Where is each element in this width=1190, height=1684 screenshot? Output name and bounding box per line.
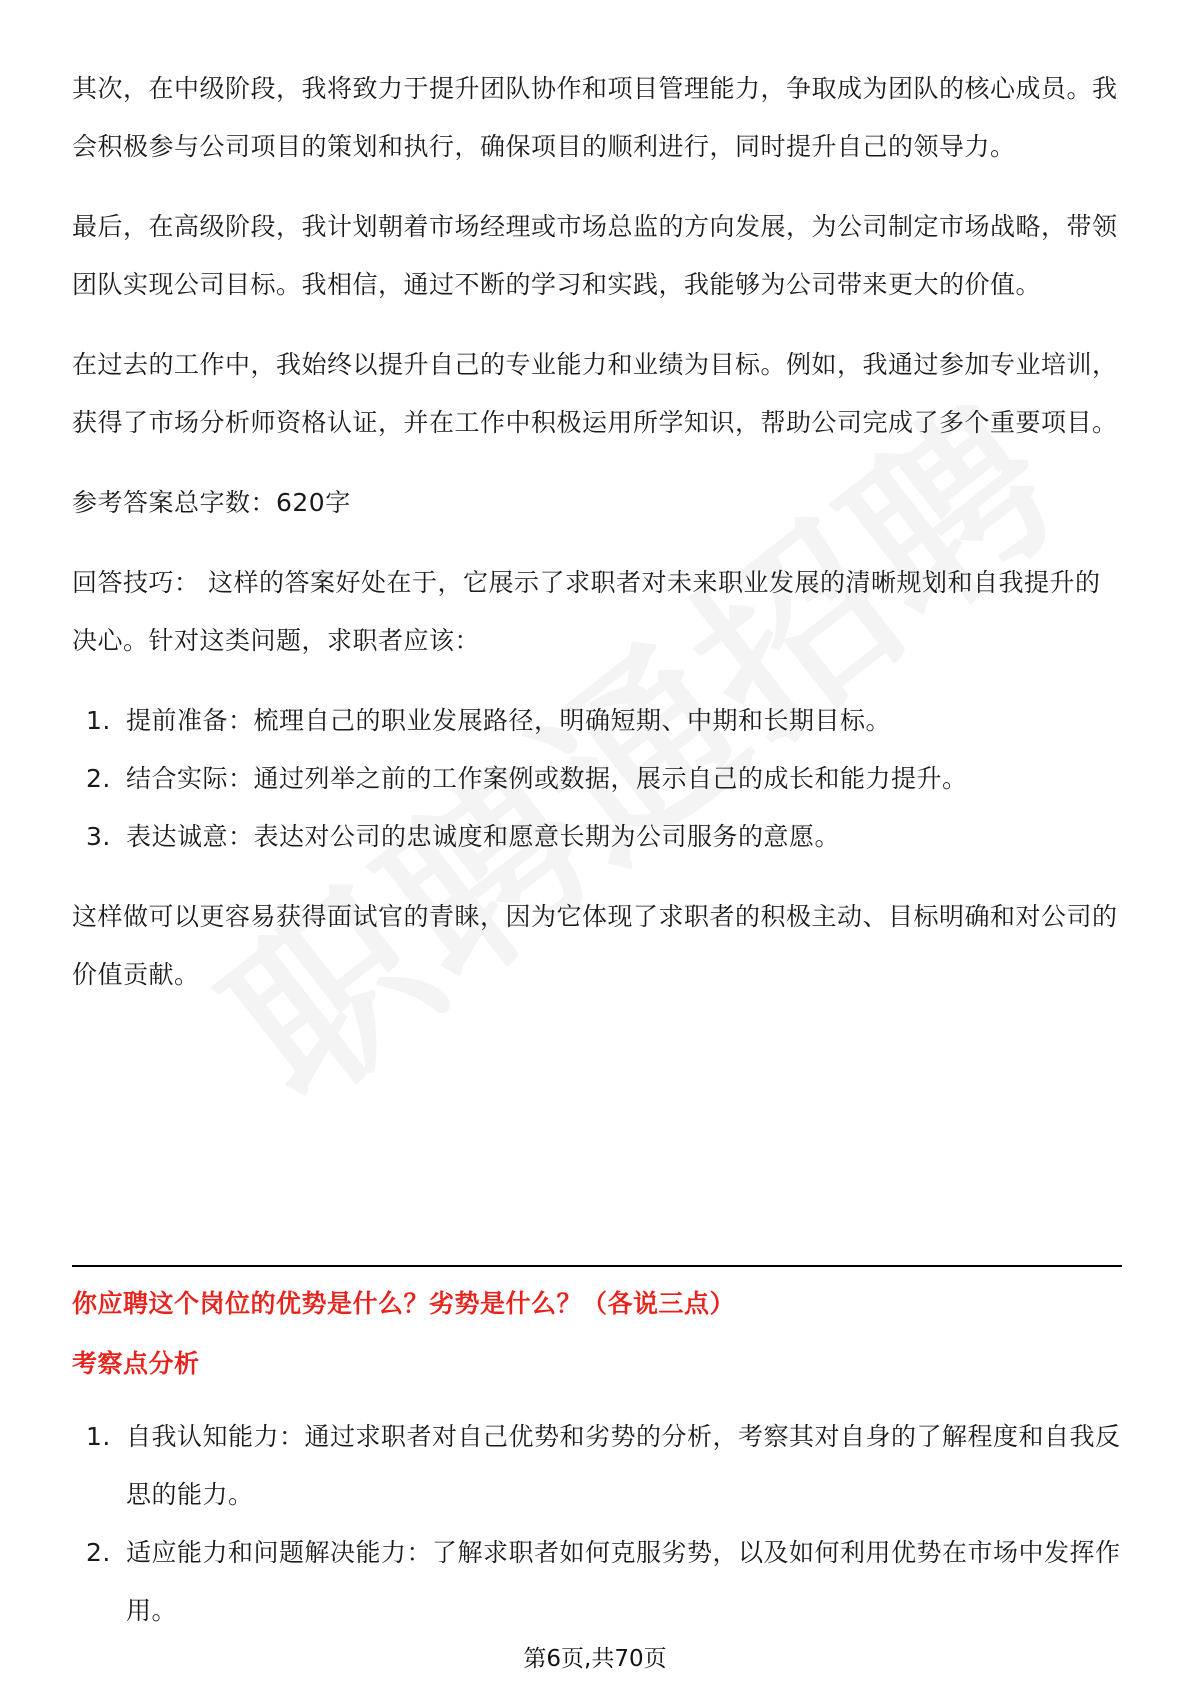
analysis-title: 考察点分析 bbox=[72, 1349, 200, 1378]
tips-list bbox=[72, 692, 1122, 866]
page-number: 第6页,共70页 bbox=[523, 1646, 667, 1672]
list-number: 2. bbox=[86, 764, 111, 793]
paragraph-mid-stage: 其次，在中级阶段，我将致力于提升团队协作和项目管理能力，争取成为团队的核心成员。我会积极参与公司项目的策划和执行，确保项目的顺利进行，同时提升自己的领导力。 bbox=[72, 74, 1118, 161]
answer-body bbox=[72, 60, 1122, 1026]
list-item-text: 表达诚意：表达对公司的忠诚度和愿意长期为公司服务的意愿。 bbox=[126, 822, 841, 851]
list-item bbox=[72, 808, 1122, 866]
answer-tips-intro: 回答技巧： 这样的答案好处在于，它展示了求职者对未来职业发展的清晰规划和自我提升的决心。针对这类问题，求职者应该： bbox=[72, 568, 1101, 655]
list-item bbox=[72, 1524, 1122, 1640]
list-item-text: 结合实际：通过列举之前的工作案例或数据，展示自己的成长和能力提升。 bbox=[126, 764, 968, 793]
list-item bbox=[72, 692, 1122, 750]
list-item bbox=[72, 1408, 1122, 1524]
list-item bbox=[72, 750, 1122, 808]
paragraph-past-work: 在过去的工作中，我始终以提升自己的专业能力和业绩为目标。例如，我通过参加专业培训，获得了市场分析师资格认证，并在工作中积极运用所学知识，帮助公司完成了多个重要项目。 bbox=[72, 350, 1118, 437]
analysis-list bbox=[72, 1408, 1122, 1640]
list-number: 1. bbox=[86, 706, 111, 735]
paragraph-senior-stage: 最后，在高级阶段，我计划朝着市场经理或市场总监的方向发展，为公司制定市场战略，带领团队实现公司目标。我相信，通过不断的学习和实践，我能够为公司带来更大的价值。 bbox=[72, 212, 1118, 299]
closing-paragraph: 这样做可以更容易获得面试官的青睐，因为它体现了求职者的积极主动、目标明确和对公司的价值贡献。 bbox=[72, 902, 1118, 989]
list-number: 1. bbox=[86, 1422, 111, 1451]
list-item-text: 提前准备：梳理自己的职业发展路径，明确短期、中期和长期目标。 bbox=[126, 706, 892, 735]
analysis-body bbox=[72, 1408, 1122, 1662]
list-number: 3. bbox=[86, 822, 111, 851]
word-count: 参考答案总字数：620字 bbox=[72, 488, 351, 517]
section-divider bbox=[72, 1265, 1122, 1267]
list-number: 2. bbox=[86, 1538, 111, 1567]
list-item-text: 适应能力和问题解决能力：了解求职者如何克服劣势，以及如何利用优势在市场中发挥作用。 bbox=[126, 1538, 1121, 1625]
question-title: 你应聘这个岗位的优势是什么？劣势是什么？（各说三点） bbox=[72, 1289, 736, 1318]
list-item-text: 自我认知能力：通过求职者对自己优势和劣势的分析，考察其对自身的了解程度和自我反思的能力。 bbox=[126, 1422, 1121, 1509]
